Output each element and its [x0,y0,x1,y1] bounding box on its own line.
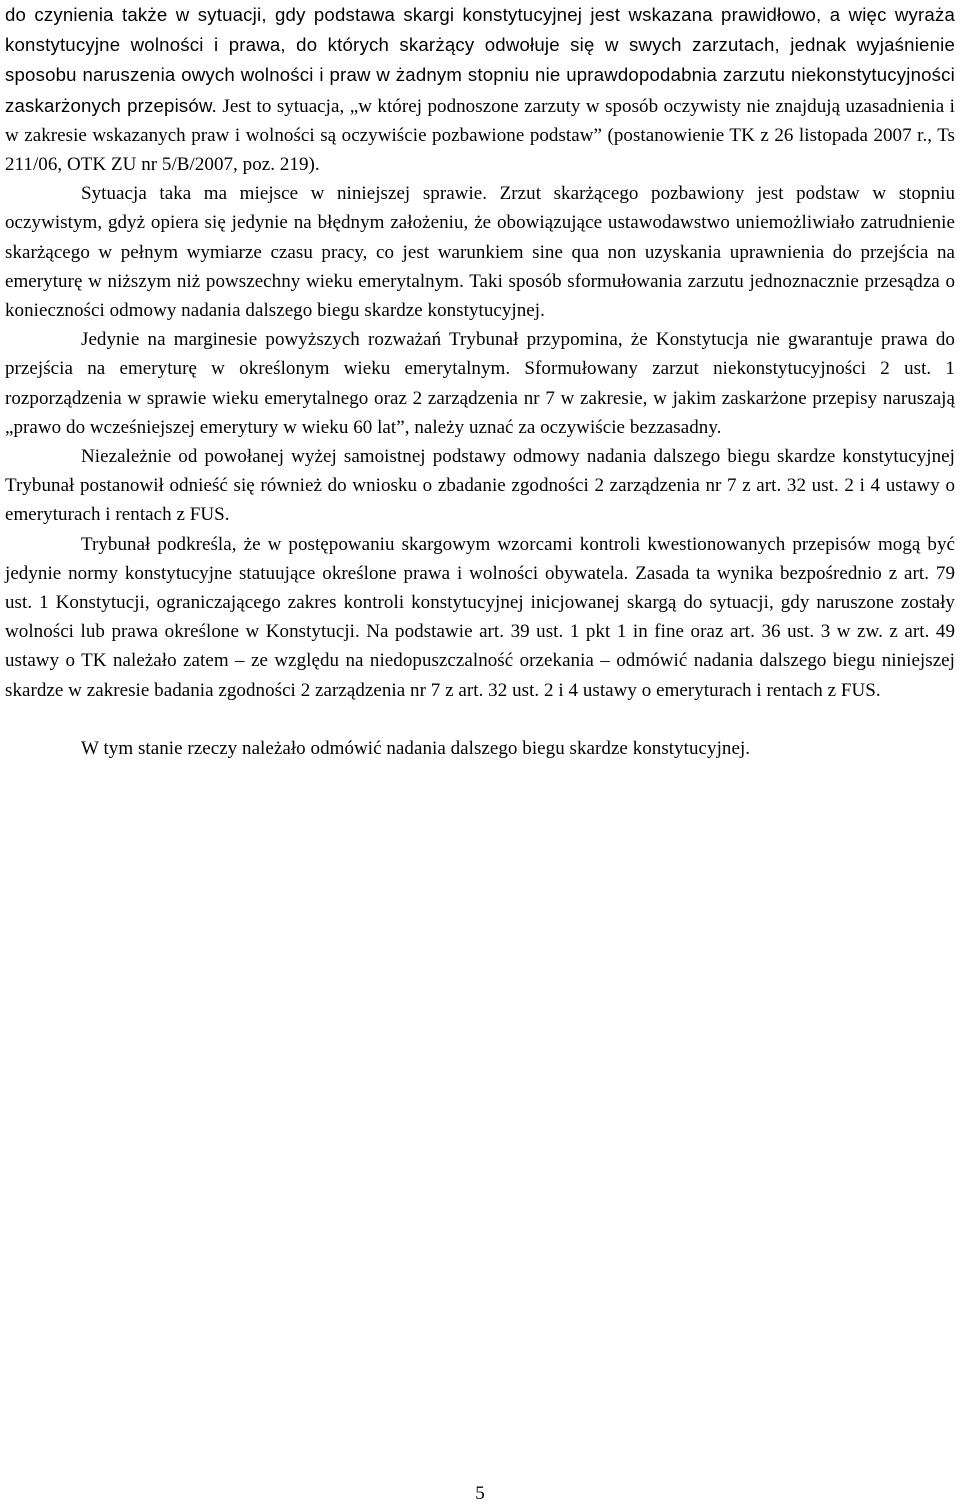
paragraph-1 [5,0,955,179]
paragraph-2: Sytuacja taka ma miejsce w niniejszej sprawie. Zrzut skarżącego pozbawiony jest podstaw w stopniu oczywistym, gdyż opiera się jedynie na błędnym założeniu, że obowiązujące ustawodawstwo uniemożliwiało zatrudnienie skarżącego w pełnym wymiarze czasu pracy, co jest warunkiem sine qua non uzyskania uprawnienia do przejścia na emeryturę w niższym niż powszechny wieku emerytalnym. Taki sposób sformułowania zarzutu jednoznacznie przesądza o konieczności odmowy nadania dalszego biegu skardze konstytucyjnej. [5,183,955,322]
page-number: 5 [475,1483,485,1504]
paragraph-3: Jedynie na marginesie powyższych rozważań Trybunał przypomina, że Konstytucja nie gwarantuje prawa do przejścia na emeryturę w określonym wieku emerytalnym. Sformułowany zarzut niekonstytucyjności 2 ust. 1 rozporządzenia w sprawie wieku emerytalnego oraz 2 zarządzenia nr 7 w zakresie, w jakim zaskarżone przepisy naruszają „prawo do wcześniejszej emerytury w wieku 60 lat”, należy uznać za oczywiście bezzasadny. [5,329,955,438]
paragraph-4: Niezależnie od powołanej wyżej samoistnej podstawy odmowy nadania dalszego biegu skardze konstytucyjnej Trybunał postanowił odnieść się również do wniosku o zbadanie zgodności 2 zarządzenia nr 7 z art. 32 ust. 2 i 4 ustawy o emeryturach i rentach z FUS. [5,446,955,526]
paragraph-spacer [5,705,955,734]
paragraph-5: Trybunał podkreśla, że w postępowaniu skargowym wzorcami kontroli kwestionowanych przepisów mogą być jedynie normy konstytucyjne statuujące określone prawa i wolności obywatela. Zasada ta wynika bezpośrednio z art. 79 ust. 1 Konstytucji, ograniczającego zakres kontroli konstytucyjnej inicjowanej skargą do sytuacji, gdy naruszone zostały wolności lub prawa określone w Konstytucji. Na podstawie art. 39 ust. 1 pkt 1 in fine oraz art. 36 ust. 3 w zw. z art. 49 ustawy o TK należało zatem – ze względu na niedopuszczalność orzekania – odmówić nadania dalszego biegu niniejszej skardze w zakresie badania zgodności 2 zarządzenia nr 7 z art. 32 ust. 2 i 4 ustawy o emeryturach i rentach z FUS. [5,533,955,701]
paragraph-1-serif-run: Jest to sytuacja, „w której podnoszone zarzuty w sposób oczywisty nie znajdują uzasadnienia i w zakresie wskazanych praw i wolności są oczywiście pozbawione podstaw” (postanowienie TK z 26 listopada 2007 r., Ts 211/06, OTK ZU nr 5/B/2007, poz. 219). [5,95,955,176]
document-body [5,0,955,763]
paragraph-6: W tym stanie rzeczy należało odmówić nadania dalszego biegu skardze konstytucyjnej. [81,738,751,760]
paragraph-1-sans-run: do czynienia także w sytuacji, gdy podstawa skargi konstytucyjnej jest wskazana prawidłowo, a więc wyraża konstytucyjne wolności i prawa, do których skarżący odwołuje się w swych zarzutach, jednak wyjaśnienie sposobu naruszenia owych wolności i praw w żadnym stopniu nie uprawdopodabnia zarzutu niekonstytucyjności zaskarżonych przepisów. [5,4,955,116]
